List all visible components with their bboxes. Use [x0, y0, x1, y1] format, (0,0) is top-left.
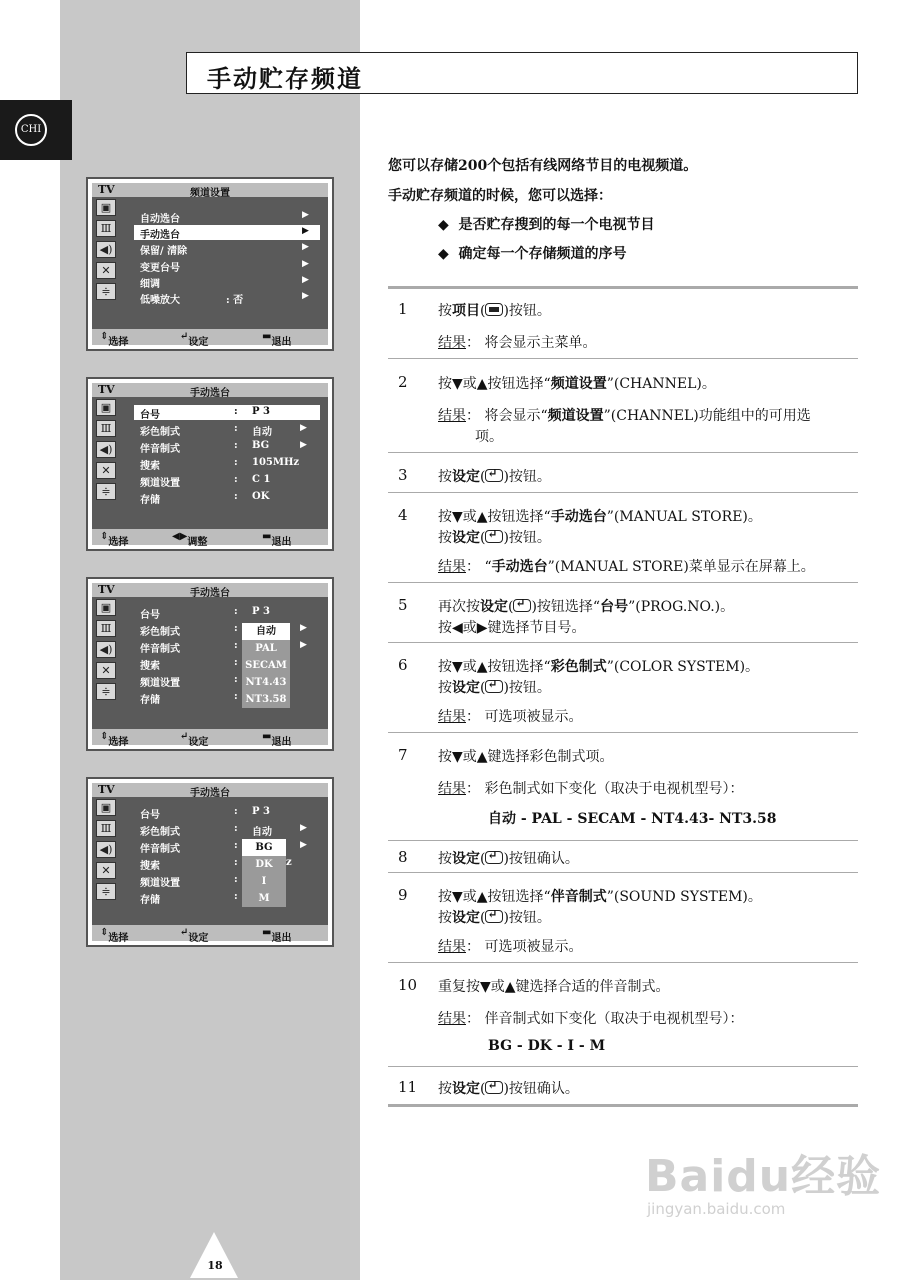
dropdown-option[interactable]: NT3.58 — [245, 694, 287, 705]
antenna-icon: ✕ — [96, 462, 116, 479]
divider — [388, 1066, 858, 1067]
intro-line-1: 您可以存储200个包括有线网络节目的电视频道。 — [388, 158, 698, 174]
osd-manual-store: TV 手动选台 ▣ Ⅲ ◀) ✕ ≑ 台号 : P 3 彩色制式 : 自动 ▶ 伴音制式 : BG ▶ 搜索 : 105MHz 频道设置 : C 1 存储 : OK ⇕ 选择 ◀▶ 调整 ▬ 退出 — [86, 377, 334, 551]
osd-menu-item[interactable]: 彩色制式 : ▶ — [140, 623, 307, 638]
osd-menu-item[interactable]: 变更台号 ▶ — [140, 259, 309, 274]
dropdown-option[interactable]: 自动 — [242, 623, 290, 640]
dropdown-option[interactable]: PAL — [255, 643, 277, 654]
osd-menu-item[interactable]: 伴音制式 : BG ▶ — [140, 440, 307, 455]
settings-icon: ≑ — [96, 883, 116, 900]
menu-key-icon — [485, 303, 503, 316]
osd-menu-item[interactable]: 保留/ 清除 ▶ — [140, 242, 309, 257]
osd-menu-item[interactable]: 搜索 : z — [140, 857, 292, 872]
divider — [388, 872, 858, 873]
divider — [388, 452, 858, 453]
osd-footer: ⇕ 选择 ↵ 设定 ▬ 退出 — [92, 729, 328, 745]
osd-menu-item[interactable]: 存储 : OK — [140, 491, 270, 506]
divider — [388, 732, 858, 733]
speaker-icon: ◀) — [96, 241, 116, 258]
picture-icon: ▣ — [96, 399, 116, 416]
osd-title: 手动选台 — [190, 588, 230, 599]
intro-bullet: ◆ 确定每一个存储频道的序号 — [438, 246, 627, 262]
osd-sound-system: TV 手动选台 ▣ Ⅲ ◀) ✕ ≑ 台号 : P 3 彩色制式 : 自动 ▶ 伴音制式 : ▶ 搜索 : z 频道设置 : 存储 : BG DK I M ⇕ 选择 ↵ 设定 ▬ 退出 — [86, 777, 334, 947]
sound-system-dropdown[interactable] — [242, 839, 286, 907]
osd-tv-label: TV — [98, 183, 115, 196]
osd-menu-item[interactable]: 彩色制式 : 自动 ▶ — [140, 823, 307, 838]
osd-menu-item[interactable]: 存储 : — [140, 691, 238, 706]
osd-footer: ⇕ 选择 ◀▶ 调整 ▬ 退出 — [92, 529, 328, 545]
dropdown-option[interactable]: BG — [242, 839, 286, 856]
page-title: 手动贮存频道 — [207, 64, 363, 93]
enter-key-icon — [485, 530, 503, 543]
enter-key-icon — [513, 599, 531, 612]
sound-icon: Ⅲ — [96, 620, 116, 637]
page-number: 18 — [207, 1259, 223, 1272]
divider — [388, 582, 858, 583]
speaker-icon: ◀) — [96, 441, 116, 458]
settings-icon: ≑ — [96, 283, 116, 300]
osd-menu-item[interactable]: 细调 ▶ — [140, 275, 309, 290]
divider — [388, 1104, 858, 1107]
language-label: CHI — [15, 114, 47, 146]
intro-bullet: ◆ 是否贮存搜到的每一个电视节目 — [438, 217, 655, 233]
osd-footer: ⇕ 选择 ↵ 设定 ▬ 退出 — [92, 329, 328, 345]
osd-title: 手动选台 — [190, 388, 230, 399]
dropdown-option[interactable]: I — [261, 876, 267, 887]
color-system-dropdown[interactable] — [242, 623, 290, 708]
speaker-icon: ◀) — [96, 641, 116, 658]
enter-key-icon — [485, 1081, 503, 1094]
language-tab — [0, 100, 72, 160]
picture-icon: ▣ — [96, 799, 116, 816]
divider — [388, 492, 858, 493]
osd-menu-item[interactable]: 低噪放大 : 否 ▶ — [140, 291, 309, 306]
osd-menu-item[interactable]: 自动选台 ▶ — [140, 210, 309, 225]
osd-color-system: TV 手动选台 ▣ Ⅲ ◀) ✕ ≑ 台号 : P 3 彩色制式 : ▶ 伴音制式 : ▶ 搜索 : 频道设置 : 存储 : 自动 PAL SECAM NT4.43 NT3.58 ⇕ 选择 ↵ 设定 ▬ 退出 — [86, 577, 334, 751]
osd-footer: ⇕ 选择 ↵ 设定 ▬ 退出 — [92, 925, 328, 941]
watermark — [645, 1140, 882, 1218]
dropdown-option[interactable]: NT4.43 — [245, 677, 287, 688]
settings-icon: ≑ — [96, 683, 116, 700]
picture-icon: ▣ — [96, 599, 116, 616]
enter-key-icon — [485, 910, 503, 923]
speaker-icon: ◀) — [96, 841, 116, 858]
divider — [388, 642, 858, 643]
enter-key-icon — [485, 680, 503, 693]
antenna-icon: ✕ — [96, 662, 116, 679]
divider — [388, 358, 858, 359]
watermark-url: jingyan.baidu.com — [647, 1200, 786, 1218]
osd-channel-menu — [86, 177, 334, 351]
dropdown-option[interactable]: DK — [255, 859, 273, 870]
osd-menu-item[interactable]: 台号 : P 3 — [140, 806, 270, 821]
divider — [388, 840, 858, 841]
osd-menu-item[interactable]: 伴音制式 : ▶ — [140, 840, 307, 855]
intro-line-2: 手动贮存频道的时候，您可以选择： — [388, 188, 612, 204]
sound-icon: Ⅲ — [96, 820, 116, 837]
page-title-box — [186, 52, 858, 94]
osd-menu-item[interactable]: 频道设置 : C 1 — [140, 474, 271, 489]
osd-menu-item[interactable]: 台号 : P 3 — [134, 405, 320, 420]
osd-menu-item[interactable]: 频道设置 : — [140, 674, 238, 689]
enter-key-icon — [485, 469, 503, 482]
antenna-icon: ✕ — [96, 262, 116, 279]
picture-icon: ▣ — [96, 199, 116, 216]
osd-menu-item[interactable]: 搜索 : 105MHz — [140, 457, 300, 472]
osd-menu-item[interactable]: 彩色制式 : 自动 ▶ — [140, 423, 307, 438]
watermark-brand: Baidu经验 — [645, 1151, 882, 1202]
osd-menu-item[interactable]: 台号 : P 3 — [140, 606, 270, 621]
dropdown-option[interactable]: SECAM — [245, 660, 287, 671]
divider — [388, 286, 858, 289]
settings-icon: ≑ — [96, 483, 116, 500]
dropdown-option[interactable]: M — [258, 893, 270, 904]
osd-menu-item[interactable]: 频道设置 : — [140, 874, 238, 889]
sound-icon: Ⅲ — [96, 420, 116, 437]
osd-title: 频道设置 — [190, 188, 230, 199]
osd-title: 手动选台 — [190, 788, 230, 799]
osd-sidebar — [96, 199, 118, 304]
osd-menu-item[interactable]: 伴音制式 : ▶ — [140, 640, 307, 655]
sound-icon: Ⅲ — [96, 220, 116, 237]
divider — [388, 962, 858, 963]
enter-key-icon — [485, 851, 503, 864]
osd-menu-item[interactable]: 存储 : — [140, 891, 238, 906]
osd-menu-item[interactable]: 搜索 : — [140, 657, 238, 672]
antenna-icon: ✕ — [96, 862, 116, 879]
osd-menu-item[interactable]: 手动选台 ▶ — [134, 225, 320, 240]
